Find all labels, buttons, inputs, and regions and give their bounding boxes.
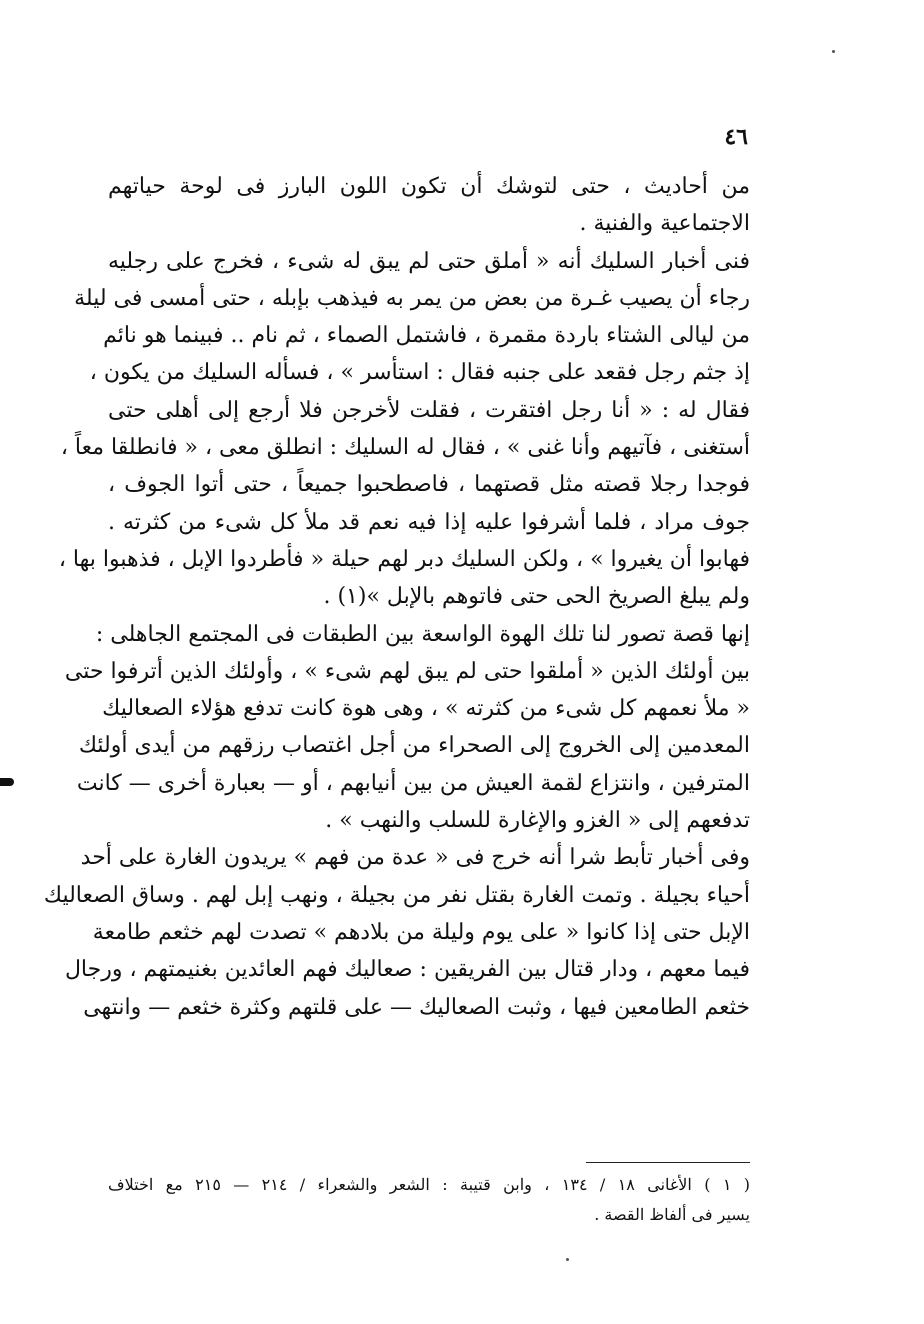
text-line: الإبل حتى إذا كانوا « على يوم وليلة من بلادهم » تصدت لهم خثعم طامعة — [92, 919, 750, 945]
text-line: ولم يبلغ الصريخ الحى حتى فاتوهم بالإبل »(١) . — [323, 584, 750, 610]
footnote-divider — [586, 1162, 750, 1163]
text-line: بين أولئك الذين « أملقوا حتى لم يبق لهم شىء » ، وأولئك الذين أترفوا حتى — [64, 658, 750, 684]
text-line: خثعم الطامعين فيها ، وثبت الصعاليك — على قلتهم وكثرة خثعم — وانتهى — [83, 994, 750, 1020]
text-line: جوف مراد ، فلما أشرفوا عليه إذا فيه نعم قد ملأ كل شىء من كثرته . — [108, 509, 750, 535]
text-line: من أحاديث ، حتى لتوشك أن تكون اللون البارز فى لوحة حياتهم — [108, 174, 750, 199]
text-line: فقال له : « أنا رجل افتقرت ، فقلت لأخرجن فلا أرجع إلى أهلى حتى — [108, 397, 750, 423]
text-line: فوجدا رجلا قصته مثل قصتهما ، فاصطحبوا جميعاً ، حتى أتوا الجوف ، — [108, 472, 750, 498]
text-line: من ليالى الشتاء باردة مقمرة ، فاشتمل الصماء ، ثم نام .. فبينما هو نائم — [103, 323, 750, 349]
text-line: فنى أخبار السليك أنه « أملق حتى لم يبق له شىء ، فخرج على رجليه — [108, 248, 750, 274]
main-text — [43, 168, 750, 1026]
text-line: فيما معهم ، ودار قتال بين الفريقين : صعاليك فهم العائدين بغنيمتهم ، ورجال — [64, 957, 750, 983]
text-line: تدفعهم إلى « الغزو والإغارة للسلب والنهب » . — [325, 808, 750, 834]
text-line: المترفين ، وانتزاع لقمة العيش من بين أنيابهم ، أو — بعبارة أخرى — كانت — [76, 770, 750, 796]
page-edge-mark — [0, 778, 14, 786]
text-line: إذ جثم رجل فقعد على جنبه فقال : استأسر » ، فسأله السليك من يكون ، — [89, 360, 750, 386]
footnotes — [108, 1170, 750, 1230]
text-line: أستغنى ، فآتيهم وأنا غنى » ، فقال له السليك : انطلق معى ، « فانطلقا معاً ، — [60, 435, 750, 461]
text-line: رجاء أن يصيب غـرة من بعض من يمر به فيذهب بإبله ، حتى أمسى فى ليلة — [74, 285, 750, 311]
text-line: الاجتماعية والفنية . — [579, 211, 750, 237]
footnote-line: يسير فى ألفاظ القصة . — [594, 1205, 750, 1224]
text-line: أحياء بجيلة . وتمت الغارة بقتل نفر من بجيلة ، ونهب إبل لهم . وساق الصعاليك — [43, 882, 750, 908]
page-number: ٤٦ — [724, 124, 748, 150]
scan-speck — [832, 50, 835, 53]
text-line: إنها قصة تصور لنا تلك الهوة الواسعة بين الطبقات فى المجتمع الجاهلى : — [95, 621, 750, 647]
text-line: وفى أخبار تأبط شرا أنه خرج فى « عدة من فهم » يريدون الغارة على أحد — [80, 845, 750, 871]
scan-speck — [566, 1258, 569, 1261]
text-line: « ملأ نعمهم كل شىء من كثرته » ، وهى هوة كانت تدفع هؤلاء الصعاليك — [102, 696, 750, 722]
footnote-line: ( ١ ) الأغانى ١٨ / ١٣٤ ، وابن قتيبة : الشعر والشعراء / ٢١٤ — ٢١٥ مع اختلاف — [108, 1175, 751, 1194]
text-line: فهابوا أن يغيروا » ، ولكن السليك دبر لهم حيلة « فأطردوا الإبل ، فذهبوا بها ، — [58, 546, 750, 572]
text-line: المعدمين إلى الخروج إلى الصحراء من أجل اغتصاب رزقهم من أيدى أولئك — [78, 733, 750, 759]
